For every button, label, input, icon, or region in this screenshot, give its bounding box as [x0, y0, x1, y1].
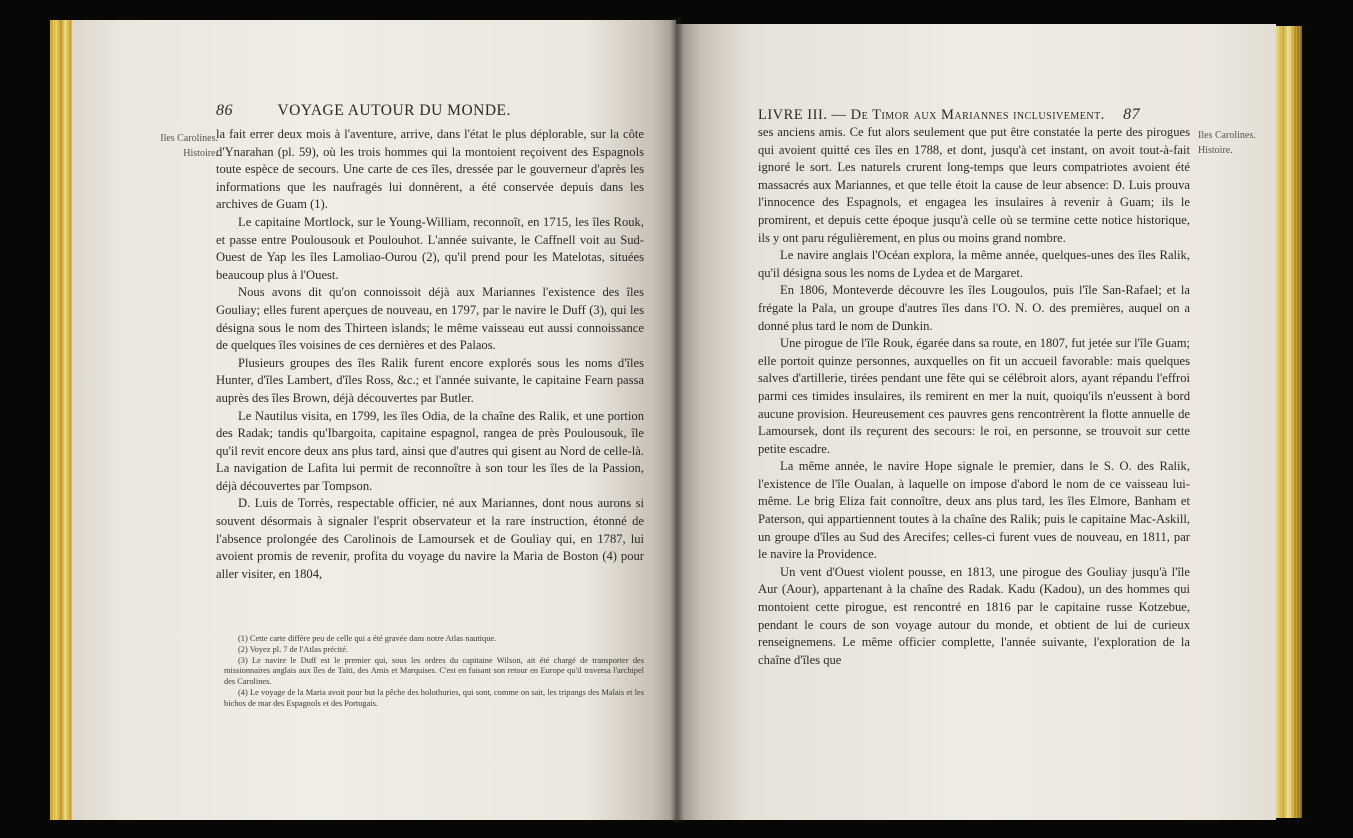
paragraph: Une pirogue de l'île Rouk, égarée dans sa route, en 1807, fut jetée sur l'île Guam; elle portoit quinze personnes, auxquelles on fit un accueil favorable: mais quelques salves d'artillerie, tirées pendant une fête qui se célébroit alors, ayant répandu l'effroi parmi ces timides insulaires, ils remirent en mer la nuit, quoiqu'ils n'eussent à bord aucune provision. Heureusement ces pauvres gens rencontrèrent la flotte annuelle de Lamoursek, dont ils reçurent des secours: le roi, en personne, se trouvoit sur cette petite escadre. — [758, 336, 1190, 456]
paragraph: la fait errer deux mois à l'aventure, arrive, dans l'état le plus déplorable, sur la côte d'Ynarahan (pl. 59), où les trois hommes qui la montoient reçoivent des Espagnols toute espèce de secours. Une carte de ces îles, dressée par le gouverneur d'après les informations que les naufragés lui donnèrent, a été conservée depuis dans les archives de Guam (1). — [216, 127, 644, 212]
right-page-edges — [1275, 26, 1302, 818]
left-running-title: VOYAGE AUTOUR DU MONDE. — [277, 102, 511, 119]
paragraph: ses anciens amis. Ce fut alors seulement que put être constatée la perte des pirogues qui avoient quitté ces îles en 1788, et dont, jusqu'à cet instant, on avoit tout-à-fait ignoré le sort. Les naturels crurent long-temps que leurs compatriotes avoient été massacrés aux Mariannes, et que telle étoit la cause de leur absence: D. Luis prouva l'innocence des Espagnols, et engagea les insulaires à revenir à Guam; ils le promirent, et depuis cette époque jusqu'à celle où se termine cette notice historique, ils y ont paru régulièrement, en plus ou moins grand nombre. — [758, 125, 1190, 245]
left-margin-note-region: Iles Carolines. — [160, 133, 218, 144]
left-body-text — [216, 126, 644, 583]
paragraph: Le Nautilus visita, en 1799, les îles Odia, de la chaîne des Ralik, et une portion des Radak; tandis qu'Ibargoita, capitaine espagnol, rangea de près Poulousouk, île qu'il revit encore deux ans plus tard, ainsi que d'autres qui gisent au Nord de celle-là. La navigation de Lafita lui permit de reconnoître à son tour les îles de la Passion, déjà découvertes par Tompson. — [216, 408, 644, 493]
footnote: (2) Voyez pl. 7 de l'Atlas précité. — [238, 644, 349, 654]
book-gutter — [670, 18, 684, 822]
right-margin-note-region: Iles Carolines. — [1198, 130, 1256, 141]
right-page-number: 87 — [1123, 106, 1141, 123]
right-running-title: LIVRE III. — De Timor aux Mariannes inclusivement. — [758, 107, 1105, 123]
footnote: (4) Le voyage de la Maria avoit pour but la pêche des holothuries, qui sont, comme on sait, les tripangs des Malais et les bichos de mar des Espagnols et des Portugais. — [224, 687, 644, 708]
left-footnotes — [224, 634, 644, 710]
paragraph: D. Luis de Torrès, respectable officier, né aux Mariannes, dont nous aurons si souvent désormais à signaler l'esprit observateur et la rare instruction, étonné de l'absence prolongée des Carolinois de Lamoursek et de Gouliay qui, en 1787, lui avoient promis de revenir, profita du voyage du navire la Maria de Boston (4) pour aller visiter, en 1804, — [216, 496, 644, 581]
paragraph: Un vent d'Ouest violent pousse, en 1813, une pirogue des Gouliay jusqu'à l'île Aur (Aour), appartenant à la chaîne des Radak. Kadu (Kadou), un des hommes qui montoient cette pirogue, est rencontré en 1816 par le capitaine russe Kotzebue, pendant le cours de son voyage autour du monde, et obtient de lui de curieux renseignemens. Le même officier complette, l'année suivante, l'exploration de la chaîne d'îles que — [758, 564, 1190, 667]
left-margin-notes — [152, 131, 218, 161]
left-margin-note-topic: Histoire. — [183, 148, 218, 159]
right-page — [676, 24, 1276, 820]
footnote: (1) Cette carte diffère peu de celle qui a été gravée dans notre Atlas nautique. — [238, 634, 497, 643]
paragraph: Le navire anglais l'Océan explora, la même année, quelques-unes des îles Ralik, qu'il désigna sous les noms de Lydea et de Margaret. — [758, 248, 1190, 280]
paragraph: Nous avons dit qu'on connoissoit déjà aux Mariannes l'existence des îles Gouliay; elles furent aperçues de nouveau, en 1797, par le navire le Duff (3), qui les désigna sous le nom des Thirteen islands; le même vaisseau eut aussi connoissance de quelques îles voisines de ces dernières et des Palaos. — [216, 285, 644, 353]
left-page — [72, 20, 676, 820]
paragraph: Le capitaine Mortlock, sur le Young-William, reconnoît, en 1715, les îles Rouk, et passe entre Poulousouk et Poulouhot. L'année suivante, le Caffnell voit au Sud-Ouest de Yap les îles Lamoliao-Ourou (2), qu'il prend pour les Matelotas, situées beaucoup plus à l'Ouest. — [216, 214, 644, 282]
right-body-text — [758, 124, 1190, 669]
paragraph: La même année, le navire Hope signale le premier, dans le S. O. des Ralik, l'existence de l'île Oualan, à laquelle on impose d'abord le nom de ce vaisseau lui-même. Le brig Eliza fait connoître, deux ans plus tard, les îles Elmore, Banham et Paterson, qui appartiennent toutes à la chaîne des Ralik; puis le capitaine Mac-Askill, un groupe d'îles au Sud des Arecifes; celles-ci furent vues de nouveau, en 1811, par le navire la Providence. — [758, 459, 1190, 562]
paragraph: En 1806, Monteverde découvre les îles Lougoulos, puis l'île San-Rafael; et la frégate la Pala, un groupe d'autres îles dans l'O. N. O. des premières, auquel on a donné plus tard le nom de Dunkin. — [758, 283, 1190, 333]
right-margin-notes — [1198, 128, 1256, 158]
left-page-number: 86 — [216, 102, 233, 119]
right-running-head — [758, 106, 1140, 124]
left-running-head — [216, 102, 511, 120]
footnote: (3) Le navire le Duff est le premier qui, sous les ordres du capitaine Wilson, ait été chargé de transporter des missionnaires anglais aux îles de Taïti, des Amis et Marquises. C'est en faisant son retour en Europe qu'il traversa l'archipel des Carolines. — [224, 655, 644, 687]
right-margin-note-topic: Histoire. — [1198, 145, 1233, 156]
paragraph: Plusieurs groupes des îles Ralik furent encore explorés sous les noms d'îles Hunter, d'îles Lambert, d'îles Ross, &c.; et l'année suivante, le capitaine Fearn passa auprès des îles Brown, déjà découvertes par Butler. — [216, 355, 644, 405]
